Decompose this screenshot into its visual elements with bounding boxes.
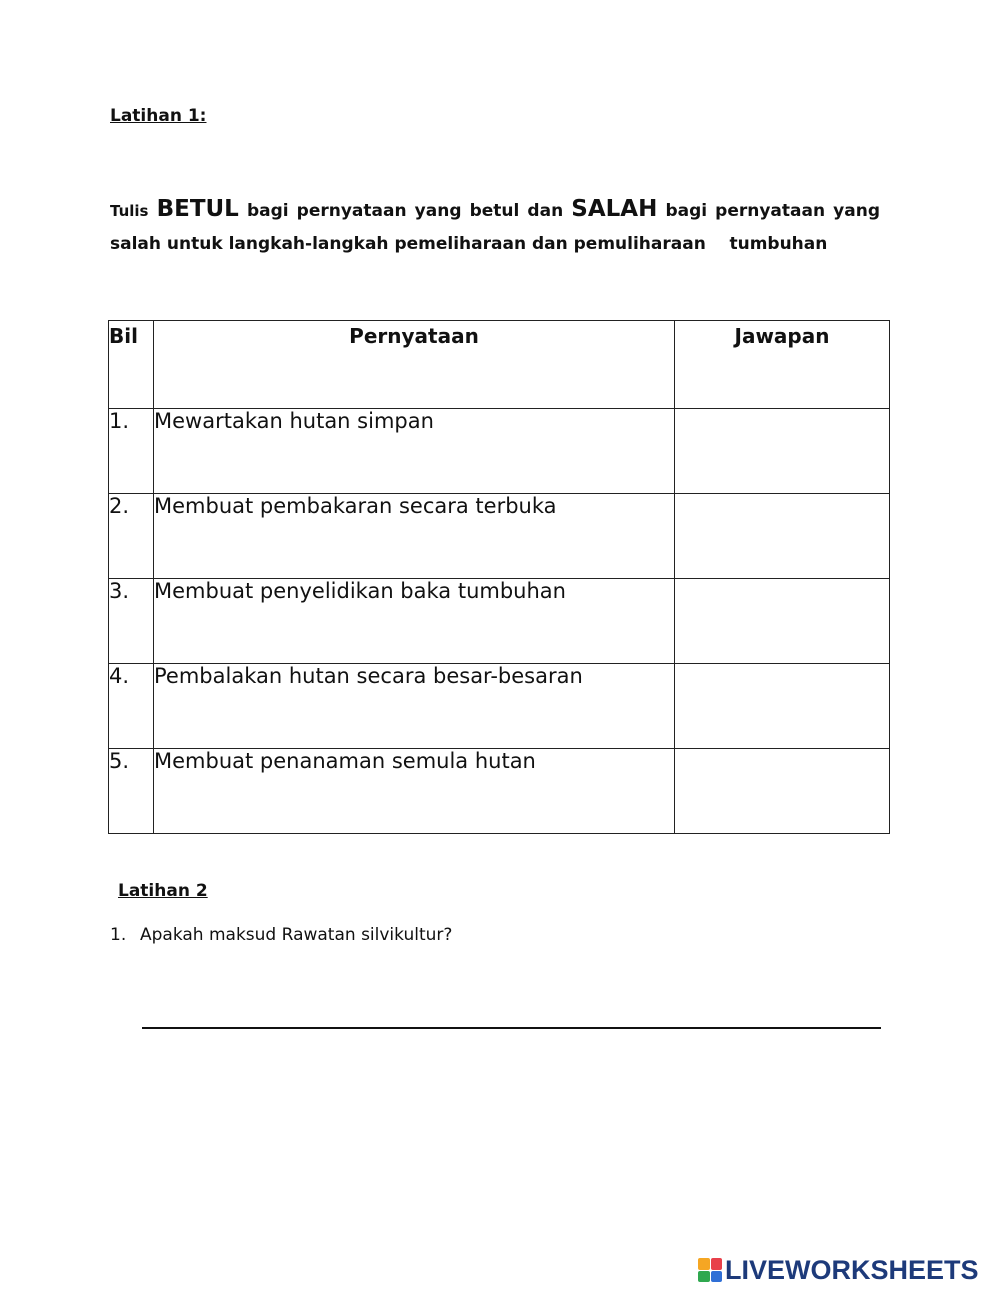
header-jawapan: Jawapan: [675, 321, 890, 409]
answer-cell[interactable]: [675, 409, 890, 494]
instruction-tulis: Tulis: [110, 202, 149, 220]
logo-mark-icon: [698, 1258, 722, 1282]
logo-text: LIVEWORKSHEETS: [725, 1254, 979, 1285]
instruction-betul: BETUL: [156, 196, 239, 222]
question-text: Apakah maksud Rawatan silvikultur?: [140, 925, 453, 945]
header-pernyataan: Pernyataan: [154, 321, 675, 409]
table-header-row: [109, 321, 890, 409]
logo-square: [711, 1258, 723, 1270]
row-statement: Mewartakan hutan simpan: [154, 409, 675, 494]
answer-cell[interactable]: [675, 579, 890, 664]
question-number: 1.: [110, 925, 127, 945]
instruction-line-2: salah untuk langkah-langkah pemeliharaan dan pemuliharaan tumbuhan: [110, 234, 828, 254]
logo-square: [711, 1271, 723, 1283]
answer-cell[interactable]: [675, 664, 890, 749]
answer-cell[interactable]: [675, 749, 890, 834]
latihan-1-heading: Latihan 1:: [110, 106, 207, 126]
row-number: 3.: [109, 579, 154, 664]
instruction-line-1: [110, 193, 880, 228]
row-number: 1.: [109, 409, 154, 494]
row-statement: Membuat penanaman semula hutan: [154, 749, 675, 834]
row-statement: Pembalakan hutan secara besar-besaran: [154, 664, 675, 749]
row-number: 2.: [109, 494, 154, 579]
row-number: 5.: [109, 749, 154, 834]
liveworksheets-logo[interactable]: [698, 1255, 979, 1285]
logo-square: [698, 1271, 710, 1283]
row-number: 4.: [109, 664, 154, 749]
row-statement: Membuat penyelidikan baka tumbuhan: [154, 579, 675, 664]
header-bil: Bil: [109, 321, 154, 409]
instruction-salah: SALAH: [571, 196, 658, 222]
latihan-2-heading: Latihan 2: [118, 881, 208, 901]
question-1: [110, 925, 452, 945]
table-row: [109, 409, 890, 494]
instruction-text: [110, 193, 880, 261]
answer-line[interactable]: [142, 1027, 881, 1029]
table-row: [109, 749, 890, 834]
table-row: [109, 494, 890, 579]
answer-cell[interactable]: [675, 494, 890, 579]
table-row: [109, 664, 890, 749]
logo-square: [698, 1258, 710, 1270]
statement-table: [108, 320, 890, 834]
table-row: [109, 579, 890, 664]
instruction-part2: bagi pernyataan yang: [665, 201, 880, 221]
row-statement: Membuat pembakaran secara terbuka: [154, 494, 675, 579]
instruction-part1: bagi pernyataan yang betul dan: [246, 201, 564, 221]
